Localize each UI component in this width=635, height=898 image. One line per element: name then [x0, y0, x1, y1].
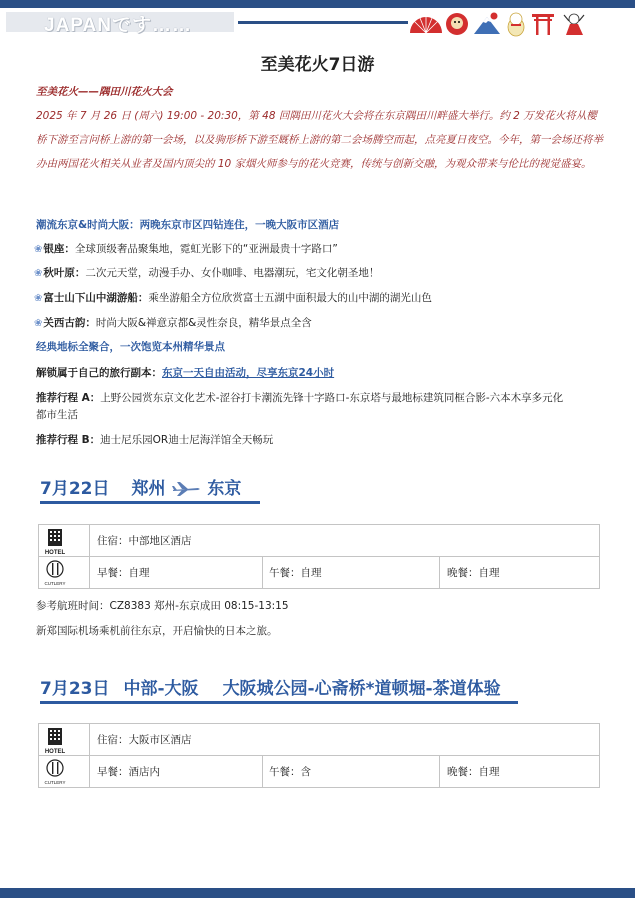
hotel-icon	[39, 724, 89, 755]
lunch-text: 午餐：自理	[269, 567, 322, 579]
daruma-icon	[446, 13, 468, 35]
hotel-text: 住宿：大阪市区酒店	[97, 734, 192, 746]
day-title: 7月22日 郑州 东京	[40, 474, 241, 501]
unlock-link[interactable]: 东京一天自由活动，尽享东京24小时	[162, 367, 335, 379]
flight-info: 参考航班时间：CZ8383 郑州-东京成田 08:15-13:15	[36, 600, 289, 612]
flower-icon: ❀	[34, 318, 43, 329]
highlights-closing: 经典地标全聚合，一次饱览本州精华景点	[36, 341, 225, 353]
folding-fan-icon	[410, 17, 442, 33]
svg-text:CUTLERY: CUTLERY	[44, 581, 66, 586]
flower-icon: ❀	[34, 244, 43, 255]
unlock-label: 解锁属于自己的旅行副本：	[36, 367, 162, 379]
cutlery-icon-cell	[39, 756, 90, 787]
dinner-text: 晚餐：自理	[447, 766, 500, 778]
airplane-icon	[171, 481, 201, 497]
lucky-cat-icon	[508, 13, 524, 36]
route-a-continued: 都市生活	[36, 409, 78, 421]
hotel-icon-cell	[39, 724, 90, 755]
header-icons	[408, 9, 593, 37]
highlights-heading: 潮流东京&时尚大阪：两晚东京市区四钻连住，一晚大阪市区酒店	[36, 219, 340, 231]
cutlery-icon-cell	[39, 557, 90, 588]
day1-info-table	[38, 524, 600, 589]
day1-note: 新郑国际机场乘机前往东京，开启愉快的日本之旅。	[36, 625, 278, 637]
lunch-text: 午餐：含	[269, 766, 311, 778]
highlight-item: ❀秋叶原：二次元天堂，动漫手办、女仆咖啡、电器潮玩，宅文化朝圣地！	[34, 267, 380, 279]
meals-row	[39, 557, 599, 588]
flower-icon: ❀	[34, 293, 43, 304]
cutlery-icon	[39, 557, 89, 588]
svg-text:CUTLERY: CUTLERY	[44, 780, 66, 785]
flower-icon: ❀	[34, 268, 43, 279]
hotel-row	[39, 525, 599, 557]
footer-bar	[0, 888, 635, 898]
svg-text:HOTEL: HOTEL	[44, 749, 66, 755]
intro-text: 2025 年 7 月 26 日 (周六) 19:00 - 20:30，第 48 回隅田川花火大会将在东京隅田川畔盛大举行。约 2 万发花火将从樱桥下游至言问桥上游的第一会场，以及驹形桥下游至厩桥上游的第二会场腾空而起，点亮夏日夜空。今年，第一会场还将举办由两国花火相关从业者及国内顶尖的 10 家烟火师参与的花火竞赛，传统与创新交融，为观众带来与伦比的视觉盛宴。	[36, 110, 603, 170]
torii-gate-icon	[532, 14, 554, 35]
svg-text:HOTEL: HOTEL	[44, 550, 66, 556]
route-a: 推荐行程 A：上野公园赏东京文化艺术-涩谷打卡潮流先锋十字路口-东京塔与最地标建筑同框合影-六本木享多元化	[36, 392, 564, 404]
unlock-line	[36, 366, 334, 380]
header-brand: JAPANです……	[44, 15, 192, 36]
kabuki-icon	[564, 14, 584, 35]
day2-info-table	[38, 723, 600, 788]
route-b: 推荐行程 B：迪士尼乐园OR迪士尼海洋馆全天畅玩	[36, 434, 274, 446]
mount-fuji-icon	[474, 13, 500, 35]
breakfast-text: 早餐：自理	[97, 567, 150, 579]
header-divider	[238, 21, 408, 24]
cutlery-icon	[39, 756, 89, 787]
page-title: 至美花火7日游	[260, 55, 375, 75]
hotel-icon-cell	[39, 525, 90, 556]
hotel-text: 住宿：中部地区酒店	[97, 535, 192, 547]
hotel-row	[39, 724, 599, 756]
highlight-item: ❀关西古韵：时尚大阪&禅意京都&灵性奈良，精华景点全含	[34, 317, 312, 329]
highlight-item: ❀银座：全球顶级奢品聚集地，霓虹光影下的“亚洲最贵十字路口”	[34, 243, 338, 255]
highlight-item: ❀富士山下山中湖游船：乘坐游船全方位欣赏富士五湖中面积最大的山中湖的湖光山色	[34, 292, 432, 304]
header-stripe	[0, 0, 635, 8]
meals-row	[39, 756, 599, 787]
breakfast-text: 早餐：酒店内	[97, 766, 160, 778]
dinner-text: 晚餐：自理	[447, 567, 500, 579]
hotel-icon	[39, 525, 89, 556]
day-title: 7月23日 中部-大阪 大阪城公园-心斋桥*道顿堀-茶道体验	[40, 674, 501, 701]
intro-subtitle: 至美花火——隅田川花火大会	[36, 86, 173, 98]
